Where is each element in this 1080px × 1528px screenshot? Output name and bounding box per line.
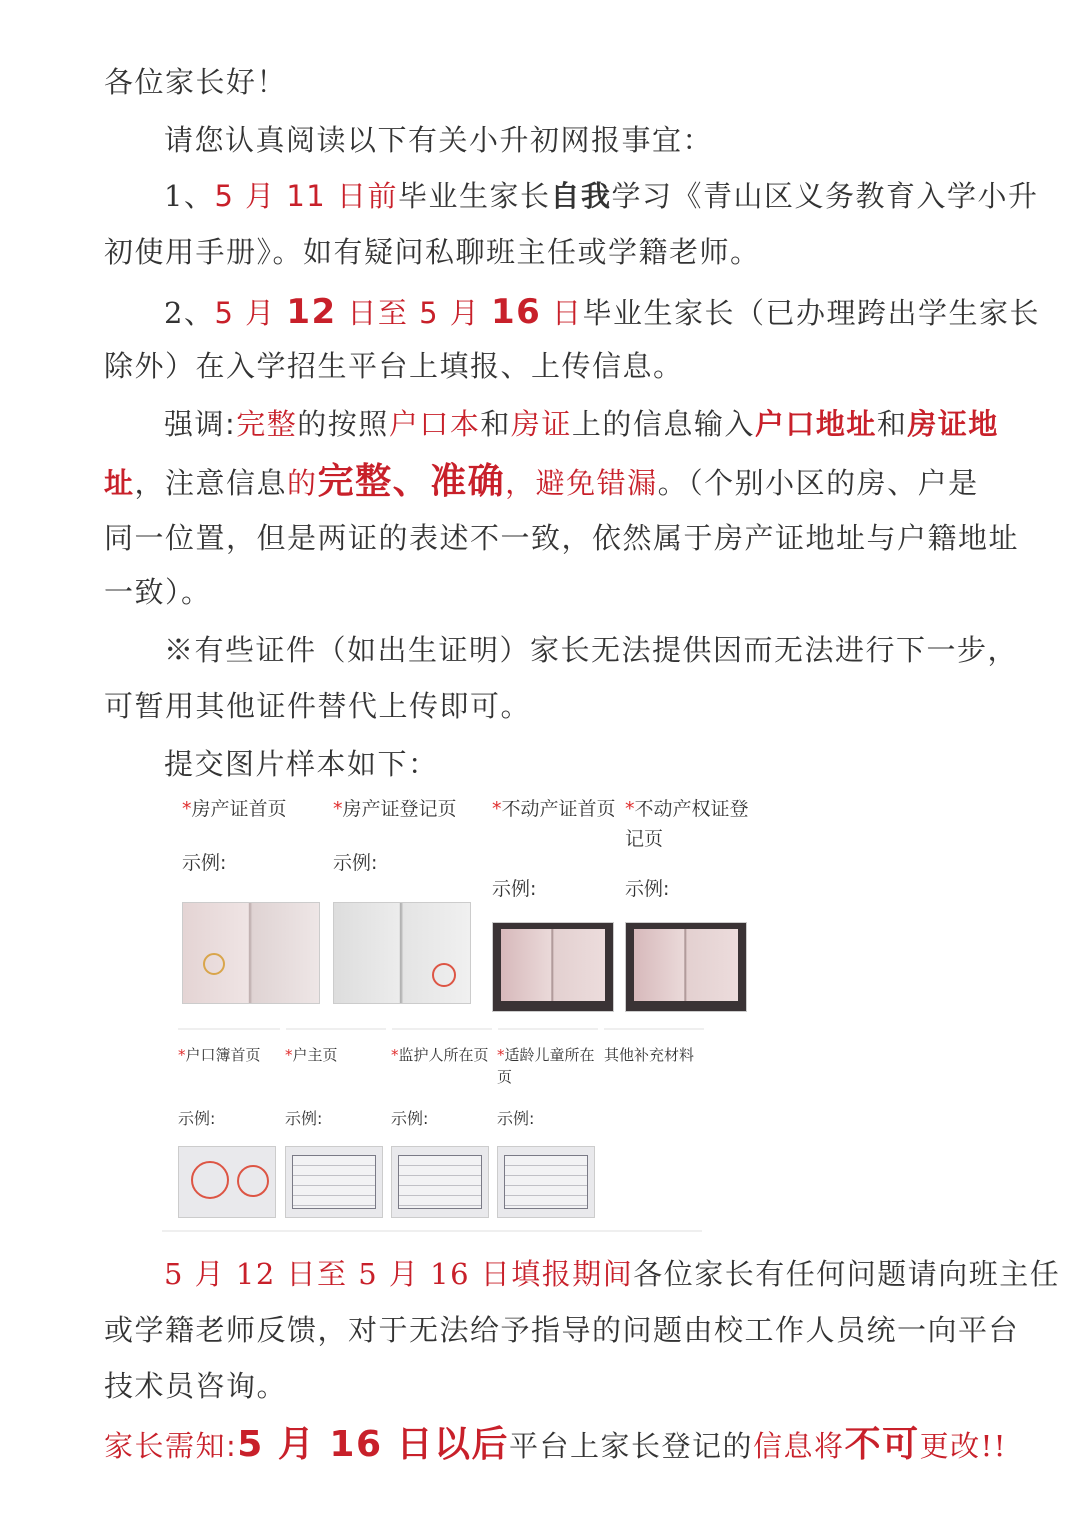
greeting: 各位家长好！ <box>104 65 288 99</box>
item2-date-part2: 12 <box>286 292 337 332</box>
sample-title: 不动产权证登记页 <box>625 798 749 850</box>
item2-date-part4: 16 <box>491 292 542 332</box>
emphasis-word-avoid: ，避免错漏 <box>505 466 658 500</box>
intro-line: 请您认真阅读以下有关小升初网报事宜： <box>164 123 714 157</box>
sample-realestate-register-image <box>625 922 747 1012</box>
final-word-cannot: 不可 <box>844 1424 920 1465</box>
sample-householder-image <box>285 1146 383 1218</box>
emphasis-word-zhi: 址 <box>104 466 135 500</box>
sample-example-label: 示例: <box>182 852 227 874</box>
item1-line2: 初使用手册》。如有疑问私聊班主任或学籍老师。 <box>104 235 761 269</box>
item1-num: 1、 <box>164 179 215 213</box>
sample-title: 户主页 <box>292 1046 338 1064</box>
emphasis-label: 强调: <box>164 407 237 441</box>
item1-text1: 毕业生家长 <box>397 179 551 213</box>
sample-title: 房产证登记页 <box>342 798 457 820</box>
sample-example-label: 示例: <box>285 1109 323 1128</box>
divider <box>604 1028 704 1030</box>
item1-line1 <box>164 176 1039 216</box>
divider <box>286 1028 386 1030</box>
divider <box>392 1028 492 1030</box>
period-line1 <box>164 1254 1060 1294</box>
item1-date: 5 月 11 日前 <box>214 179 398 213</box>
emphasis-word-de: 的 <box>287 466 318 500</box>
sample-guardian-image <box>391 1146 489 1218</box>
sample-householder-page: *户主页 示例: <box>285 1044 389 1129</box>
emphasis-text6: 。（个别小区的房、户是 <box>657 466 979 500</box>
sample-example-label: 示例: <box>391 1109 429 1128</box>
emphasis-word-hukou-address: 户口地址 <box>754 407 877 441</box>
final-word-change: 更改!! <box>919 1429 1007 1463</box>
emphasis-word-info: 信息 <box>226 466 288 500</box>
divider <box>162 1230 702 1232</box>
sample-example-label: 示例: <box>497 1109 535 1128</box>
emphasis-line4: 一致）。 <box>104 575 212 609</box>
sample-title: 不动产证首页 <box>501 798 616 820</box>
sample-house-register-image <box>333 902 471 1004</box>
item1-text2: 学习《青山区义务教育入学小升 <box>611 179 1039 213</box>
sample-child-image <box>497 1146 595 1218</box>
sample-guardian-page: *监护人所在页 示例: <box>391 1044 495 1129</box>
period-dates: 5 月 12 日至 5 月 16 日填报期间 <box>164 1257 634 1291</box>
emphasis-word-complete-accurate: 完整、准确 <box>317 461 506 502</box>
item2-line1 <box>164 292 1040 333</box>
emphasis-text5: ，注意 <box>134 466 227 500</box>
note-line1: ※有些证件（如出生证明）家长无法提供因而无法进行下一步， <box>164 633 1019 667</box>
emphasis-line3: 同一位置，但是两证的表述不一致，依然属于房产证地址与户籍地址 <box>104 521 1020 555</box>
period-line2: 或学籍老师反馈，对于无法给予指导的问题由校工作人员统一向平台 <box>104 1313 1020 1347</box>
period-text1: 各位家长有任何问题请向班主任 <box>633 1257 1061 1291</box>
note-line2: 可暂用其他证件替代上传即可。 <box>104 689 532 723</box>
sample-realestate-first-image <box>492 922 614 1012</box>
sample-realestate-register-page: *不动产权证登记页 示例: <box>625 794 755 901</box>
item2-date-part3: 日至 5 月 <box>336 296 491 330</box>
final-word-info: 信息将 <box>753 1429 845 1463</box>
sample-example-label: 示例: <box>333 852 378 874</box>
sample-example-label: 示例: <box>178 1109 216 1128</box>
emphasis-word-fangzheng-address: 房证地 <box>907 407 999 441</box>
item2-date-part5: 日 <box>541 296 583 330</box>
sample-title: 房产证首页 <box>191 798 287 820</box>
sample-example-label: 示例: <box>625 878 670 900</box>
emphasis-word-fangzheng: 房证 <box>510 407 572 441</box>
emphasis-line1 <box>164 404 999 444</box>
sample-house-register-page: *房产证登记页 示例: <box>333 794 483 875</box>
item2-num: 2、 <box>164 296 215 330</box>
sample-title: 其他补充材料 <box>604 1046 695 1064</box>
emphasis-text1: 的按照 <box>297 407 389 441</box>
emphasis-text3: 上的信息输入 <box>571 407 755 441</box>
emphasis-text2: 和 <box>480 407 511 441</box>
item2-date-part1: 5 月 <box>214 296 287 330</box>
final-text1: 平台上家长登记的 <box>509 1429 754 1463</box>
sample-child-page: *适龄儿童所在页 示例: <box>497 1044 601 1129</box>
emphasis-text4: 和 <box>876 407 908 441</box>
sample-hukou-first-page: *户口簿首页 示例: <box>178 1044 282 1129</box>
sample-title: 适龄儿童所在页 <box>497 1046 595 1086</box>
sample-example-label: 示例: <box>492 878 537 900</box>
final-label: 家长需知: <box>104 1429 238 1463</box>
emphasis-line2 <box>104 462 979 503</box>
sample-house-first-page: *房产证首页 示例: <box>182 794 332 875</box>
final-notice <box>104 1420 1007 1471</box>
sample-hukou-first-image <box>178 1146 276 1218</box>
final-date: 5 月 16 日以后 <box>237 1424 510 1465</box>
sample-title: 户口簿首页 <box>185 1046 261 1064</box>
item2-line2: 除外）在入学招生平台上填报、上传信息。 <box>104 349 684 383</box>
samples-intro: 提交图片样本如下： <box>164 747 439 781</box>
divider <box>178 1028 280 1030</box>
item2-text1: 毕业生家长（已办理跨出学生家长 <box>582 296 1041 330</box>
emphasis-word-hukou: 户口本 <box>388 407 481 441</box>
sample-house-first-image <box>182 902 320 1004</box>
item1-bold: 自我 <box>550 179 612 213</box>
emphasis-word-complete: 完整 <box>236 407 298 441</box>
sample-realestate-first-page: *不动产证首页 示例: <box>492 794 622 901</box>
sample-other-materials <box>604 1044 714 1066</box>
period-line3: 技术员咨询。 <box>104 1369 288 1403</box>
divider <box>498 1028 598 1030</box>
sample-title: 监护人所在页 <box>398 1046 489 1064</box>
